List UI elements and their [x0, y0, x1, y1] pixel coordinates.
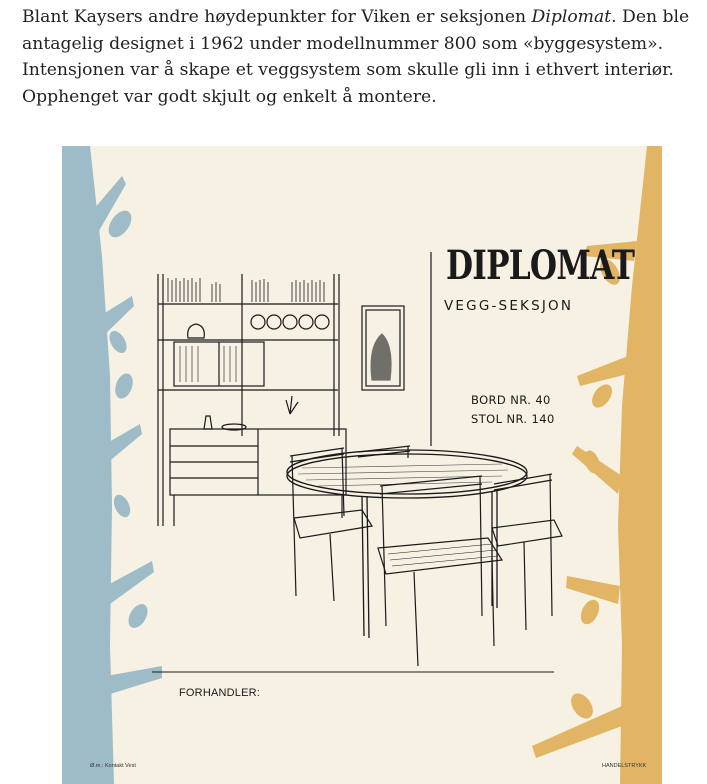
poster-subtitle: VEGG-SEKSJON — [444, 298, 574, 314]
article-emphasis: Diplomat — [531, 7, 612, 27]
dealer-label: FORHANDLER: — [179, 687, 261, 699]
dining-chairs-drawing — [290, 446, 562, 666]
spec-table-number: BORD NR. 40 — [471, 393, 551, 407]
left-tree-illustration — [62, 146, 162, 784]
poster-title: DIPLOMAT — [446, 242, 635, 289]
wall-unit-drawing — [158, 274, 346, 526]
article-text-before: Blant Kaysers andre høydepunkter for Viken er seksjonen — [22, 7, 532, 27]
article-paragraph — [22, 4, 692, 110]
credit-left: Ø.m.: Kontakt Vest — [90, 763, 136, 769]
diplomat-poster-image — [62, 146, 662, 784]
spec-chair-number: STOL NR. 140 — [471, 412, 555, 426]
article-text-after: . Den ble antagelig designet i 1962 under modellnummer 800 som «byggesystem». Intensjonen var å skape et veggsystem som skulle gli inn i ethvert interiør. Opphenget var godt skjult og enkelt å montere. — [22, 7, 690, 107]
credit-right: HANDELSTRYKK — [602, 763, 647, 769]
wall-picture-drawing — [362, 306, 404, 390]
